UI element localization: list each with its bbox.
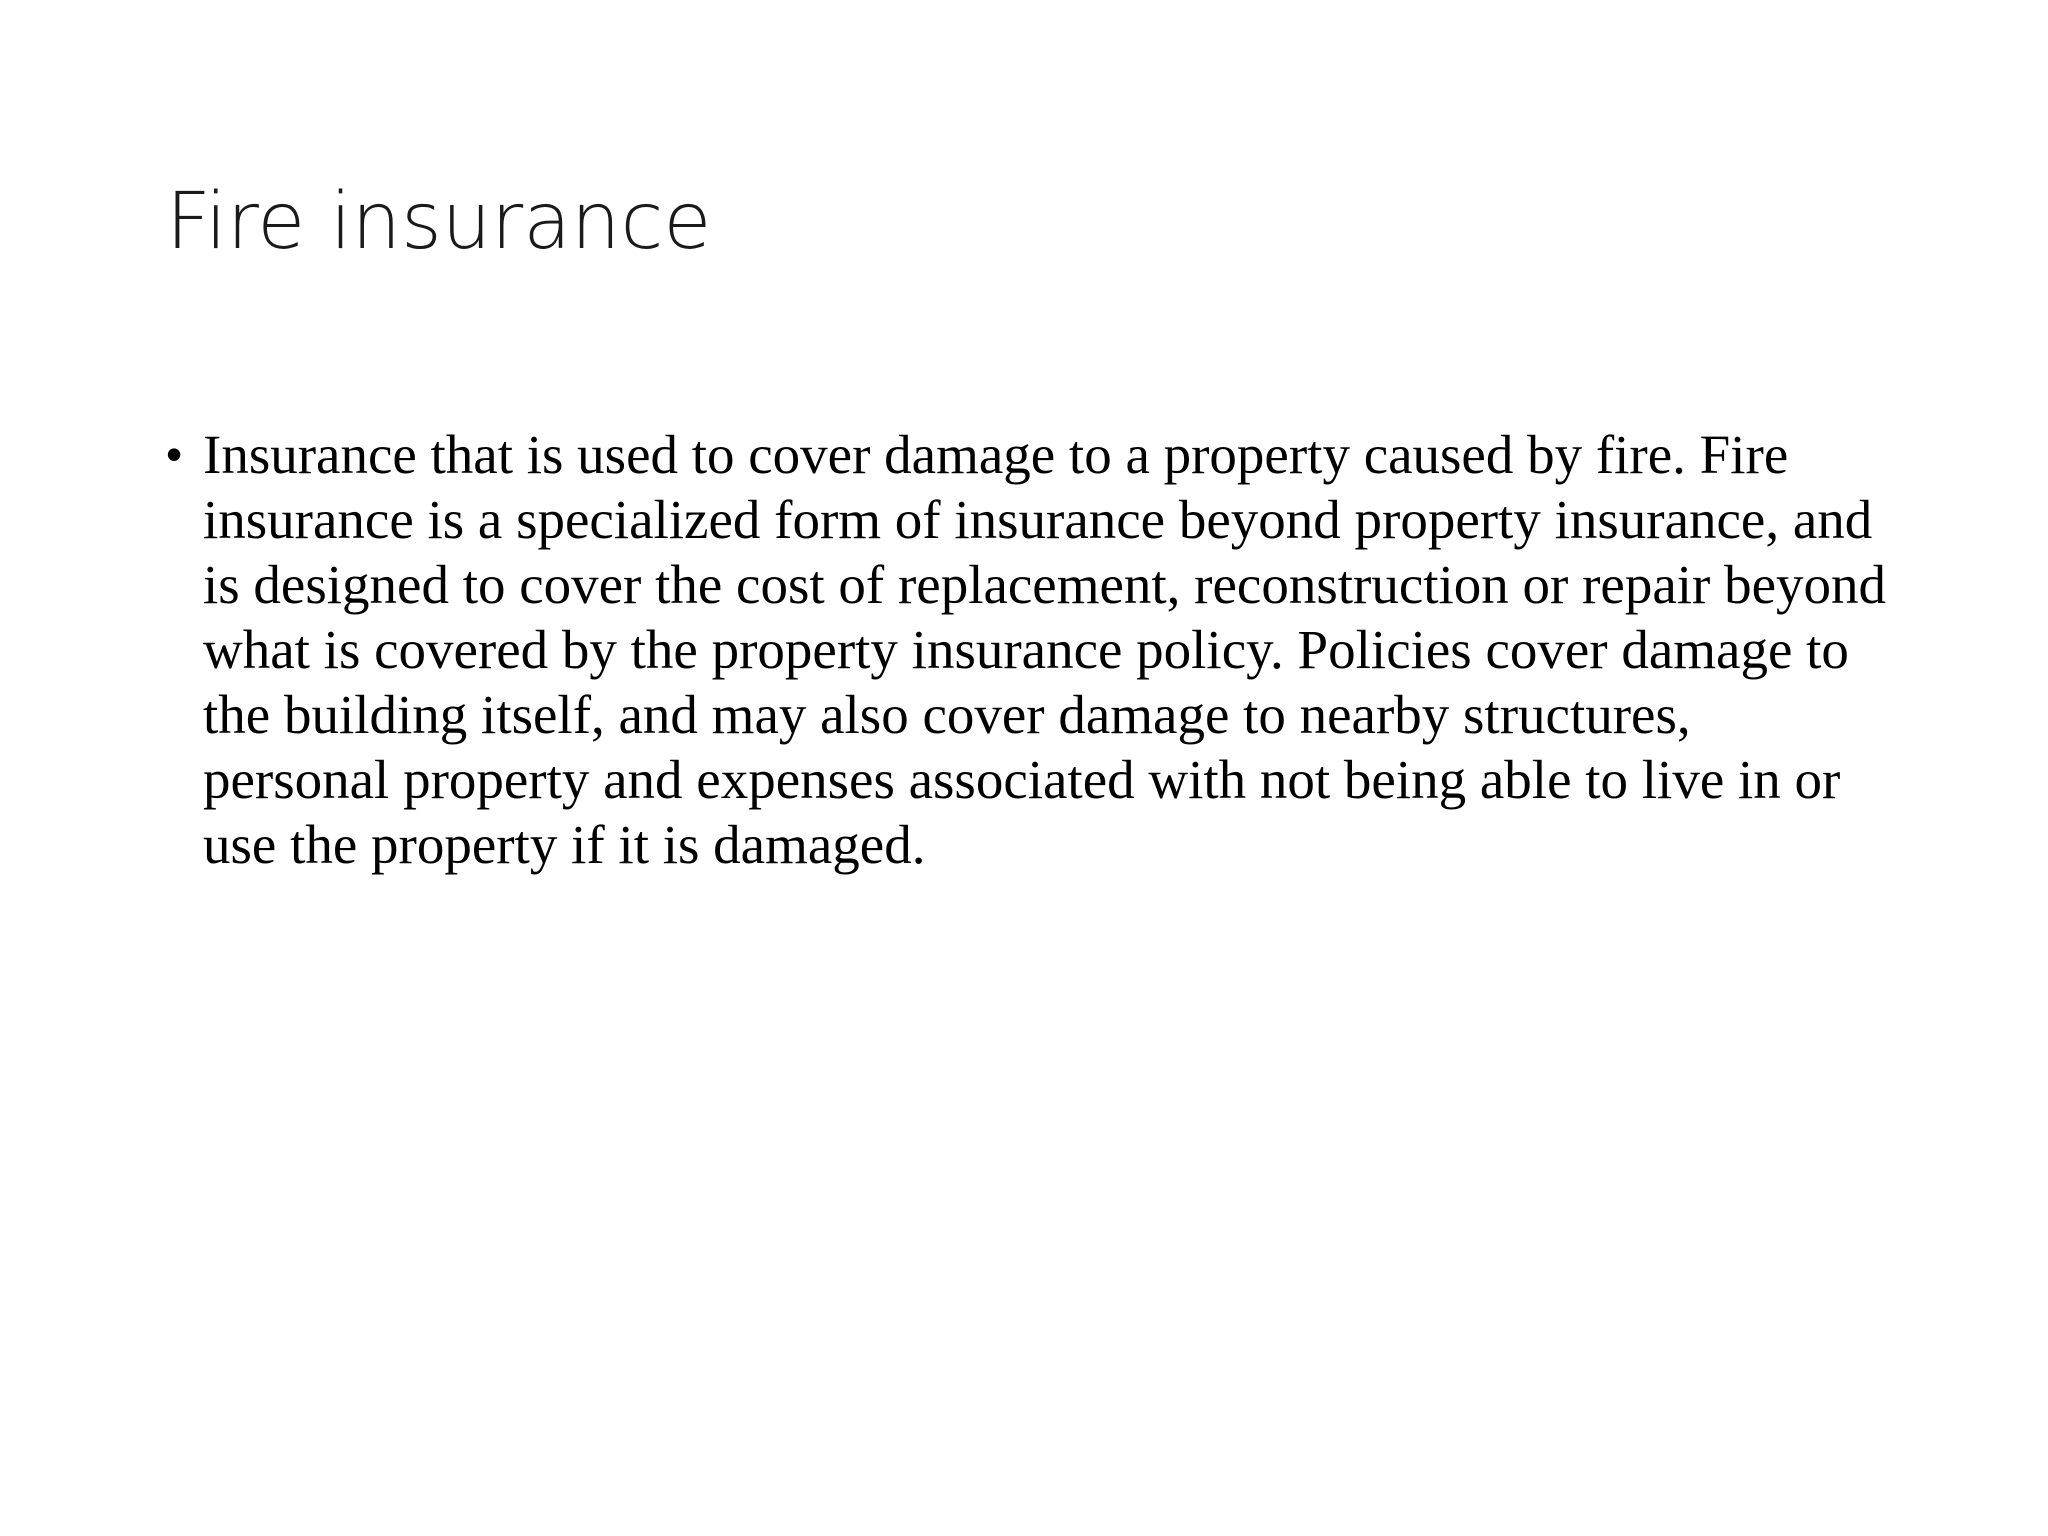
- slide-title: Fire insurance: [166, 177, 712, 267]
- bullet-text: Insurance that is used to cover damage to a property caused by fire. Fire insurance is a specialized form of insurance beyond property insurance, and is designed to cover the cost of replacement, reconstruction or repair beyond what is covered by the property insurance policy. Policies cover damage to the building itself, and may also cover damage to nearby structures, personal property and expenses associated with not being able to live in or use the property if it is damaged.: [203, 424, 1887, 875]
- bullet-list: [166, 422, 1886, 877]
- bullet-item: [166, 422, 1886, 877]
- bullet-marker: •: [166, 428, 183, 480]
